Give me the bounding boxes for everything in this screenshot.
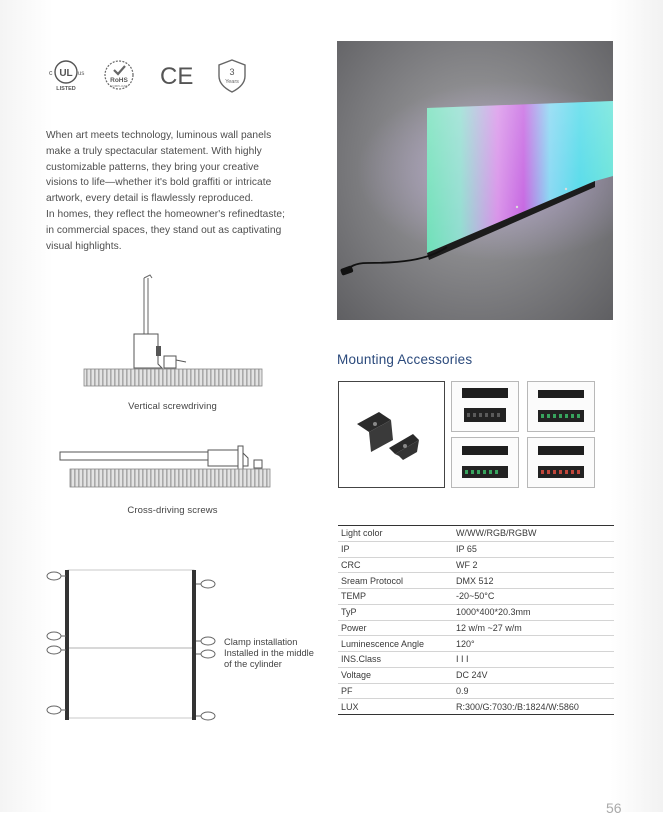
cross-driving-diagram [58, 440, 274, 497]
vertical-screwdriving-diagram [82, 272, 264, 395]
spec-row [338, 652, 614, 668]
clamp-installation-note [224, 637, 344, 670]
intro-line: make a truly spectacular statement. With highly [46, 145, 262, 157]
spec-value: I I I [456, 654, 469, 665]
rohs-icon [101, 58, 137, 94]
warranty-3-years-icon [216, 58, 248, 94]
cross-driving-caption: Cross-driving screws [127, 505, 218, 516]
intro-line: in commercial spaces, they stand out as captivating [46, 224, 282, 236]
spec-row [338, 589, 614, 605]
spec-key: Sream Protocol [341, 575, 404, 586]
spec-value: 12 w/m ~27 w/m [456, 622, 522, 633]
svg-text:LISTED: LISTED [56, 86, 76, 92]
spec-key: PF [341, 685, 353, 696]
spec-key: LUX [341, 701, 359, 712]
clamp-note-line: Clamp installation [224, 637, 298, 647]
clamp-installation-diagram [44, 566, 220, 731]
controller-image-2 [527, 381, 595, 432]
clamp-note-line: Installed in the middle [224, 648, 314, 658]
luminous-panel-photo [337, 41, 613, 320]
spec-row [338, 621, 614, 637]
svg-text:us: us [78, 71, 85, 77]
spec-value: W/WW/RGB/RGBW [456, 528, 537, 539]
controller-image-4 [527, 437, 595, 488]
spec-value: WF 2 [456, 559, 478, 570]
page-number: 56 [606, 800, 622, 816]
intro-line: In homes, they reflect the homeowner's refinedtaste; [46, 208, 285, 220]
svg-text:Years: Years [225, 79, 239, 85]
spec-value: IP 65 [456, 544, 477, 555]
spec-key: Luminescence Angle [341, 638, 425, 649]
intro-line: artwork, every detail is flawlessly reproduced. [46, 193, 254, 205]
spec-value: 120° [456, 638, 475, 649]
spec-key: TyP [341, 607, 357, 618]
svg-text:c: c [49, 70, 53, 77]
cul-us-listed-icon [44, 58, 88, 94]
svg-text:COMPLIANT: COMPLIANT [110, 84, 128, 88]
spec-key: TEMP [341, 591, 367, 602]
spec-table [338, 525, 614, 715]
mounting-accessories-title: Mounting Accessories [337, 352, 473, 367]
controller-image-1 [451, 381, 519, 432]
spec-row [338, 526, 614, 542]
intro-line: customizable patterns, they bring your creative [46, 161, 259, 173]
spec-key: Light color [341, 528, 383, 539]
svg-text:RoHS: RoHS [110, 77, 128, 84]
spec-value: -20~50°C [456, 591, 495, 602]
spec-value: 0.9 [456, 685, 469, 696]
controller-image-3 [451, 437, 519, 488]
spec-key: Power [341, 622, 367, 633]
clamp-note-line: of the cylinder [224, 659, 282, 669]
spec-value: DMX 512 [456, 575, 494, 586]
spec-value: DC 24V [456, 670, 488, 681]
ce-icon [158, 58, 198, 94]
vertical-screwdriving-caption: Vertical screwdriving [128, 401, 217, 412]
svg-text:3: 3 [229, 67, 235, 77]
spec-row [338, 573, 614, 589]
svg-text:CE: CE [160, 63, 194, 90]
mounting-bracket-image [338, 381, 445, 488]
spec-row [338, 668, 614, 684]
spec-key: Voltage [341, 670, 372, 681]
spec-row [338, 684, 614, 700]
spec-row [338, 542, 614, 558]
spec-row [338, 605, 614, 621]
spec-key: INS.Class [341, 654, 382, 665]
intro-line: When art meets technology, luminous wall panels [46, 130, 272, 141]
intro-line: visual highlights. [46, 240, 122, 252]
spec-value: 1000*400*20.3mm [456, 607, 531, 618]
intro-paragraph [46, 128, 308, 254]
spec-row [338, 699, 614, 714]
spec-key: IP [341, 544, 350, 555]
spec-key: CRC [341, 559, 361, 570]
spec-row [338, 636, 614, 652]
spec-row [338, 558, 614, 574]
intro-line: visions to life—whether it's bold graffiti or intricate [46, 177, 272, 189]
spec-value: R:300/G:7030:/B:1824/W:5860 [456, 701, 579, 712]
svg-text:UL: UL [59, 68, 73, 79]
